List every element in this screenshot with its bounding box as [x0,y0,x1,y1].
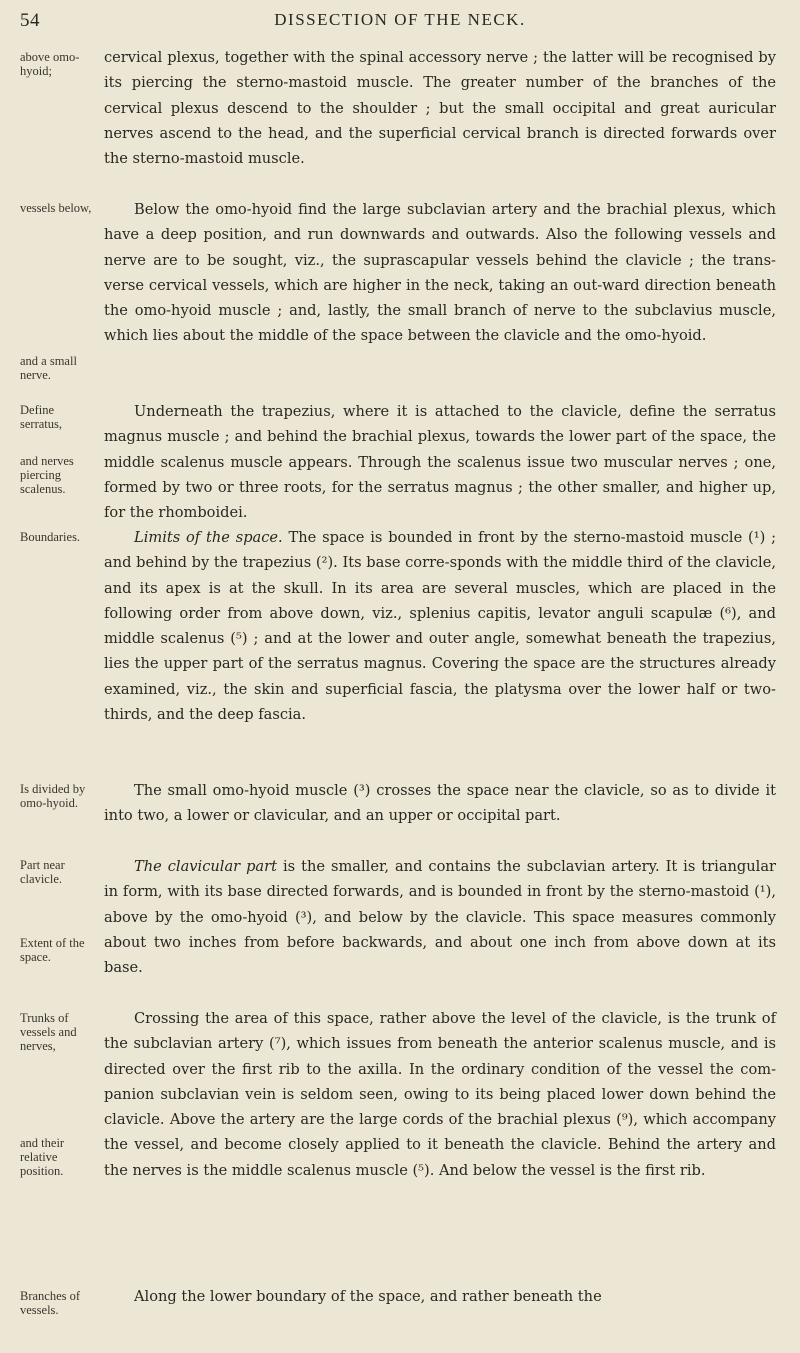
margin-note-define-serratus: Define serratus, [20,403,62,431]
paragraph-lower-boundary: Along the lower boundary of the space, and rather beneath the [134,1288,602,1305]
margin-note-relative-position: and their relative position. [20,1136,65,1178]
running-head: DISSECTION OF THE NECK. [274,10,526,29]
paragraph-omo-hyoid-divides: The small omo-hyoid muscle (³) crosses the space near the clavicle, so as to divide it into two, a lower or clavicular, and an upper or occipital part. [104,782,776,825]
heading-limits-of-space: Limits of the space. [134,529,283,546]
margin-note-small-nerve: and a small nerve. [20,354,77,382]
paragraph-serratus: Underneath the trapezius, where it is attached to the clavicle, define the serratus magnus muscle ; and behind the brachial plexus, towards the lower part of the space, the middle scalenus muscle appears. Through the scalenus issue two muscular nerves ; one, formed by two or three roots, for the serratus magnus ; the other smaller, and higher up, for the rhomboidei. [104,403,776,522]
margin-note-nerves-piercing-scalenus: and nerves piercing scalenus. [20,454,74,496]
paragraph-cervical-plexus: cervical plexus, together with the spinal accessory nerve ; the latter will be recognised by its piercing the sterno-mastoid muscle. The greater number of the branches of the cervical plexus descend to the shoulder ; but the small occipital and great auricular nerves ascend to the head, and the superficial cervical branch is directed forwards over the sterno-mastoid muscle. [104,49,776,168]
margin-note-part-near-clavicle: Part near clavicle. [20,858,65,886]
page-header [0,10,800,36]
paragraph-limits-of-space: Limits of the space. The space is bounded in front by the sterno-mastoid muscle (¹) ; and behind by the trapezius (²). Its base corre-sponds with the middle third of the clavicle, and its apex is at the skull. In its area are several muscles, which are placed in the following order from above down, viz., splenius capitis, levator anguli scapulæ (⁶), and middle scalenus (⁵) ; and at the lower and outer angle, somewhat beneath the trapezius, lies the upper part of the serratus magnus. Covering the space are the structures already examined, viz., the skin and superficial fascia, the platysma over the lower half or two-thirds, and the deep fascia. [104,529,776,724]
margin-note-vessels-below: vessels below, [20,201,92,215]
paragraph-clavicular-part: The clavicular part is the smaller, and contains the subclavian artery. It is triangular in form, with its base directed forwards, and is bounded in front by the sterno-mastoid (¹), above by the omo-hyoid (³), and below by the clavicle. This space measures commonly about two inches from before backwards, and about one inch from above down at its base. [104,858,776,977]
margin-note-trunks-of-vessels: Trunks of vessels and nerves, [20,1011,77,1053]
page-number: 54 [20,10,40,31]
margin-note-extent-of-space: Extent of the space. [20,936,85,964]
margin-note-boundaries: Boundaries. [20,530,81,544]
margin-note-branches-of-vessels: Branches of vessels. [20,1289,81,1317]
heading-clavicular-part: The clavicular part [134,858,277,875]
margin-note-divided-by-omo-hyoid: Is divided by omo-hyoid. [20,782,86,810]
paragraph-crossing-area: Crossing the area of this space, rather above the level of the clavicle, is the trunk of the subclavian artery (⁷), which issues from beneath the anterior scalenus muscle, and is directed over the first rib to the axilla. In the ordinary condition of the vessel the com-panion subclavian vein is seldom seen, owing to its being placed lower down behind the clavicle. Above the artery are the large cords of the brachial plexus (⁹), which accompany the vessel, and become closely applied to it beneath the clavicle. Behind the artery and the nerves is the middle scalenus muscle (⁵). And below the vessel is the first rib. [104,1010,776,1179]
margin-note-above-omo-hyoid: above omo-hyoid; [20,50,80,78]
paragraph-below-omo-hyoid: Below the omo-hyoid find the large subclavian artery and the brachial plexus, which have a deep position, and run downwards and outwards. Also the following vessels and nerve are to be sought, viz., the suprascapular vessels behind the clavicle ; the trans-verse cervical vessels, which are higher in the neck, taking an out-ward direction beneath the omo-hyoid muscle ; and, lastly, the small branch of nerve to the subclavius muscle, which lies about the middle of the space between the clavicle and the omo-hyoid. [104,201,776,345]
